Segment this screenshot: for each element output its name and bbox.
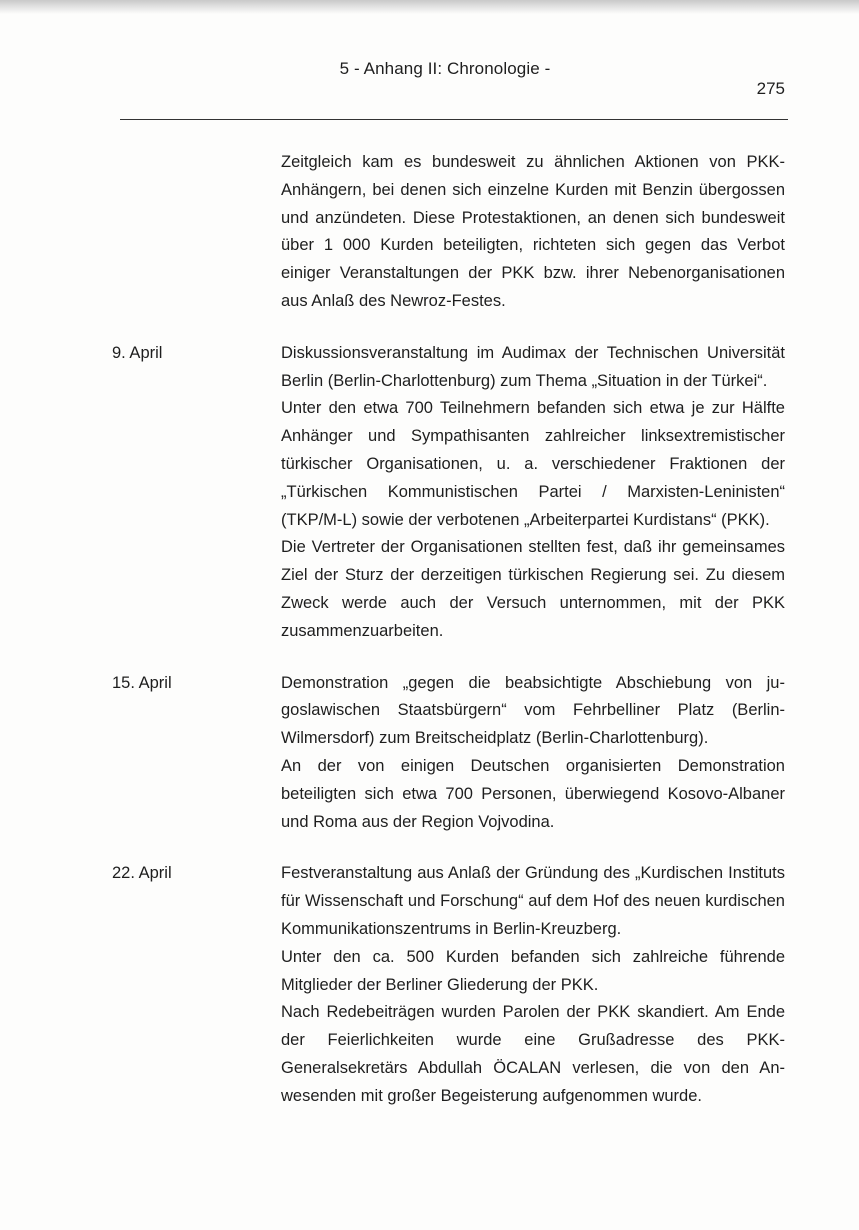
- entry-paragraph: Festveranstaltung aus Anlaß der Gründung des „Kurdischen Instituts für Wissenschaft und Forschung“ auf dem Hof des neuen kurdischen Kommunikationszentrums in Berlin-Kreuzberg.: [281, 864, 785, 938]
- entry-body: [281, 860, 785, 1110]
- entry-date: 22. April: [112, 864, 172, 883]
- entry-paragraph: Unter den ca. 500 Kurden befanden sich zahlreiche führende Mitglieder der Berliner Gliederung der PKK.: [281, 947, 785, 994]
- entry-body: [281, 340, 785, 646]
- entry-paragraph: An der von einigen Deutschen organisierten Demonstration beteiligten sich etwa 700 Personen, überwiegend Kosovo-Albaner und Roma aus der Region Vojvodina.: [281, 756, 785, 831]
- chronology-entry: [0, 149, 859, 316]
- entry-date: 9. April: [112, 343, 163, 362]
- entry-paragraph: Unter den etwa 700 Teilnehmern befanden sich etwa je zur Hälfte Anhänger und Sympathisanten zahlreicher linksextremistischer türkischer Organisationen, u. a. verschiedener Fraktionen der „Türkischen Kommunistischen Partei / Marxisten-Leninisten“ (TKP/M-L) sowie der verbotenen „Arbeiterpartei Kurdistans“ (PKK).: [281, 399, 785, 529]
- entry-paragraph: Diskussionsveranstaltung im Audimax der Technischen Universität Berlin (Berlin-Charlottenburg) zum Thema „Situation in der Türkei“.: [281, 343, 785, 390]
- chronology-entry: [0, 340, 859, 646]
- page-number: 275: [756, 79, 785, 98]
- entry-body: [281, 670, 785, 837]
- chronology-entry: [0, 670, 859, 837]
- entry-body: [281, 149, 785, 316]
- entry-paragraph: Die Vertreter der Organisationen stellten fest, daß ihr gemeinsames Ziel der Sturz der derzeitigen türkischen Regierung sei. Zu diesem Zweck werde auch der Versuch unternommen, mit der PKK zusammenzuarbeiten.: [281, 538, 785, 640]
- page-header-title: 5 - Anhang II: Chronologie -: [339, 59, 551, 78]
- entry-date: 15. April: [112, 673, 172, 692]
- entry-paragraph: Nach Redebeiträgen wurden Parolen der PKK skandiert. Am Ende der Feierlichkeiten wurde eine Grußadresse des PKK-Generalsekretärs Abdullah ÖCALAN verlesen, die von den Anwesenden mit großer Begeisterung aufgenommen wurde.: [281, 1003, 785, 1105]
- scan-shadow-edge: [0, 0, 859, 14]
- chronology-list: [0, 149, 859, 1135]
- entry-paragraph: Demonstration „gegen die beabsichtigte Abschiebung von jugoslawischen Staatsbürgern“ vom Fehrbelliner Platz (Berlin-Wilmersdorf) zum Breitscheidplatz (Berlin-Charlottenburg).: [281, 673, 785, 748]
- entry-paragraph: Zeitgleich kam es bundesweit zu ähnlichen Aktionen von PKK-Anhängern, bei denen sich einzelne Kurden mit Benzin übergossen und anzündeten. Diese Protestaktionen, an denen sich bundesweit über 1 000 Kurden beteiligten, richteten sich gegen das Verbot einiger Veranstaltungen der PKK bzw. ihrer Nebenorganisationen aus Anlaß des Newroz-Festes.: [281, 153, 785, 310]
- header-divider: [120, 119, 788, 120]
- chronology-entry: [0, 860, 859, 1110]
